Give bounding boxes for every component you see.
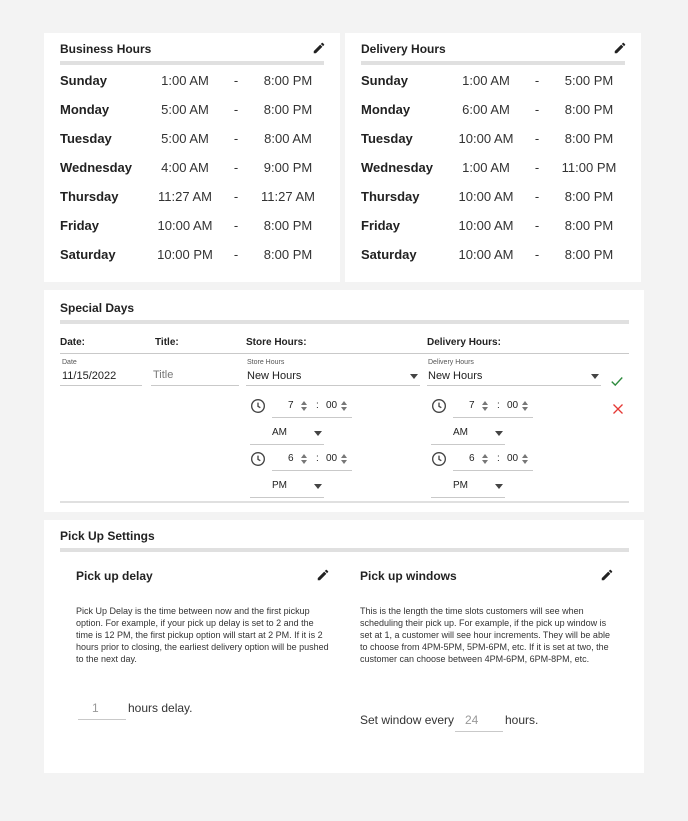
time-separator: -	[534, 73, 540, 88]
open-time: 10:00 AM	[458, 189, 514, 204]
business-hours-divider	[60, 61, 324, 65]
time-separator: -	[534, 160, 540, 175]
ampm-select-underline	[431, 444, 505, 445]
delivery-hours-select[interactable]	[427, 358, 601, 386]
hour-value[interactable]: 7	[288, 400, 294, 411]
day-label: Friday	[60, 218, 100, 233]
chevron-down-icon[interactable]	[495, 431, 503, 436]
delivery-hours-divider	[361, 61, 625, 65]
hour-value[interactable]: 7	[469, 400, 475, 411]
edit-pickup-windows-icon[interactable]	[600, 568, 614, 582]
ampm-select-value[interactable]: AM	[453, 427, 468, 438]
time-separator: -	[534, 102, 540, 117]
col-delivery-header: Delivery Hours:	[427, 337, 501, 348]
time-colon: :	[497, 400, 500, 411]
day-label: Friday	[361, 218, 401, 233]
close-time: 8:00 PM	[263, 73, 313, 88]
time-separator: -	[233, 160, 239, 175]
time-colon: :	[497, 453, 500, 464]
close-time: 11:00 PM	[561, 160, 617, 175]
time-input-underline	[453, 417, 533, 418]
hours-row	[44, 131, 340, 151]
day-label: Sunday	[60, 73, 107, 88]
delivery-close-time-picker	[431, 451, 551, 501]
day-label: Wednesday	[361, 160, 434, 175]
time-input-underline	[272, 470, 352, 471]
date-field-value: 11/15/2022	[62, 370, 117, 382]
hours-row	[44, 102, 340, 122]
time-separator: -	[233, 73, 239, 88]
open-time: 4:00 AM	[161, 160, 209, 175]
pickup-delay-title: Pick up delay	[76, 569, 153, 583]
close-time: 8:00 PM	[263, 218, 313, 233]
close-time: 5:00 PM	[564, 73, 614, 88]
hours-row	[345, 102, 641, 122]
delivery-hours-card	[345, 33, 641, 282]
clock-icon[interactable]	[250, 398, 266, 414]
open-time: 10:00 AM	[458, 247, 514, 262]
hour-stepper-icon[interactable]	[300, 400, 308, 412]
close-time: 8:00 AM	[264, 131, 312, 146]
hour-stepper-icon[interactable]	[481, 400, 489, 412]
day-label: Saturday	[361, 247, 417, 262]
day-label: Thursday	[361, 189, 420, 204]
minute-value[interactable]: 00	[326, 453, 338, 464]
time-separator: -	[534, 247, 540, 262]
time-input-underline	[453, 470, 533, 471]
open-time: 1:00 AM	[462, 160, 510, 175]
edit-pickup-delay-icon[interactable]	[316, 568, 330, 582]
pickup-settings-title: Pick Up Settings	[60, 529, 155, 543]
pickup-delay-value: 1	[92, 701, 99, 715]
open-time: 1:00 AM	[161, 73, 209, 88]
pickup-windows-suffix: hours.	[505, 713, 539, 727]
hour-value[interactable]: 6	[469, 453, 475, 464]
col-store-header: Store Hours:	[246, 337, 307, 348]
day-label: Thursday	[60, 189, 119, 204]
chevron-down-icon[interactable]	[314, 431, 322, 436]
minute-stepper-icon[interactable]	[340, 400, 348, 412]
close-time: 8:00 PM	[263, 102, 313, 117]
time-colon: :	[316, 453, 319, 464]
edit-delivery-hours-icon[interactable]	[613, 41, 627, 55]
pickup-windows-input[interactable]	[455, 710, 503, 732]
ampm-select-value[interactable]: PM	[272, 480, 287, 491]
hours-row	[44, 247, 340, 267]
day-label: Wednesday	[60, 160, 133, 175]
time-separator: -	[233, 189, 239, 204]
time-separator: -	[233, 218, 239, 233]
pickup-windows-underline	[455, 731, 503, 732]
ampm-select-underline	[250, 497, 324, 498]
time-separator: -	[233, 247, 239, 262]
ampm-select-underline	[431, 497, 505, 498]
store-hours-select-label: Store Hours	[247, 359, 285, 366]
time-separator: -	[534, 218, 540, 233]
open-time: 11:27 AM	[158, 189, 212, 204]
special-days-title: Special Days	[60, 301, 135, 315]
open-time: 5:00 AM	[161, 131, 209, 146]
hours-row	[44, 160, 340, 180]
close-time: 9:00 PM	[263, 160, 313, 175]
hours-row	[345, 247, 641, 267]
clock-icon[interactable]	[431, 451, 447, 467]
minute-stepper-icon[interactable]	[521, 453, 529, 465]
time-input-underline	[272, 417, 352, 418]
close-time: 8:00 PM	[564, 247, 614, 262]
business-hours-card	[44, 33, 340, 282]
pickup-windows-value: 24	[465, 713, 479, 727]
time-separator: -	[534, 131, 540, 146]
pickup-settings-card	[44, 520, 644, 773]
ampm-select-value[interactable]: AM	[272, 427, 287, 438]
time-separator: -	[233, 131, 239, 146]
edit-business-hours-icon[interactable]	[312, 41, 326, 55]
chevron-down-icon[interactable]	[495, 484, 503, 489]
open-time: 10:00 AM	[458, 131, 514, 146]
open-time: 10:00 AM	[458, 218, 514, 233]
ampm-select-underline	[250, 444, 324, 445]
hours-row	[345, 160, 641, 180]
pickup-windows-title: Pick up windows	[360, 569, 457, 583]
day-label: Tuesday	[361, 131, 413, 146]
day-label: Tuesday	[60, 131, 112, 146]
minute-value[interactable]: 00	[507, 400, 519, 411]
store-close-time-picker	[250, 451, 370, 501]
hours-row	[345, 73, 641, 93]
hour-value[interactable]: 6	[288, 453, 294, 464]
pickup-delay-suffix: hours delay.	[128, 701, 193, 715]
clock-icon[interactable]	[431, 398, 447, 414]
date-field[interactable]	[60, 358, 142, 386]
special-days-bottom-divider	[60, 501, 629, 503]
chevron-down-icon	[591, 374, 599, 379]
date-field-underline	[60, 385, 142, 386]
col-title-header: Title:	[155, 337, 179, 348]
title-field-placeholder: Title	[153, 369, 174, 381]
ampm-select-value[interactable]: PM	[453, 480, 468, 491]
hours-row	[345, 131, 641, 151]
delivery-open-time-picker	[431, 398, 551, 448]
store-hours-select[interactable]	[246, 358, 420, 386]
delivery-hours-select-label: Delivery Hours	[428, 359, 474, 366]
store-hours-select-value: New Hours	[247, 370, 302, 382]
delivery-hours-select-underline	[427, 385, 601, 386]
minute-value[interactable]: 00	[326, 400, 338, 411]
delivery-hours-title: Delivery Hours	[361, 42, 446, 56]
close-time: 8:00 PM	[263, 247, 313, 262]
chevron-down-icon[interactable]	[314, 484, 322, 489]
business-hours-title: Business Hours	[60, 42, 152, 56]
store-hours-select-underline	[246, 385, 420, 386]
open-time: 10:00 PM	[157, 247, 213, 262]
time-separator: -	[534, 189, 540, 204]
open-time: 1:00 AM	[462, 73, 510, 88]
close-time: 11:27 AM	[261, 189, 315, 204]
clock-icon[interactable]	[250, 451, 266, 467]
day-label: Sunday	[361, 73, 408, 88]
hours-row	[345, 218, 641, 238]
time-separator: -	[233, 102, 239, 117]
cancel-x-icon[interactable]	[612, 403, 624, 415]
col-date-header: Date:	[60, 337, 86, 348]
open-time: 10:00 AM	[157, 218, 213, 233]
store-open-time-picker	[250, 398, 370, 448]
minute-value[interactable]: 00	[507, 453, 519, 464]
hours-row	[44, 218, 340, 238]
header-divider	[60, 353, 629, 354]
close-time: 8:00 PM	[564, 102, 614, 117]
close-time: 8:00 PM	[564, 131, 614, 146]
hour-stepper-icon[interactable]	[481, 453, 489, 465]
save-check-icon[interactable]	[610, 374, 624, 388]
open-time: 6:00 AM	[462, 102, 510, 117]
pickup-settings-divider	[60, 548, 629, 552]
minute-stepper-icon[interactable]	[521, 400, 529, 412]
pickup-delay-input[interactable]	[78, 698, 126, 720]
chevron-down-icon	[410, 374, 418, 379]
day-label: Monday	[60, 102, 110, 117]
pickup-delay-description: Pick Up Delay is the time between now and the first pickup option. For example, if your pick up delay is set to 2 and the time is 12 PM, the first pickup option will start at 2 PM. If it is 2 hours prior to closing, the earliest delivery option will be pushed to the next day.	[76, 606, 329, 664]
special-days-divider	[60, 320, 629, 324]
close-time: 8:00 PM	[564, 218, 614, 233]
pickup-delay-underline	[78, 719, 126, 720]
title-field-underline	[151, 385, 239, 386]
time-colon: :	[316, 400, 319, 411]
day-label: Monday	[361, 102, 411, 117]
hour-stepper-icon[interactable]	[300, 453, 308, 465]
hours-row	[44, 189, 340, 209]
pickup-windows-description: This is the length the time slots customers will see when scheduling their pick up. For example, if the pick up window is set at 1, a customer will see hour increments. They will be able to choose from 4PM-5PM, 5PM-6PM, etc. If it is set at two, the customer can choose between 4PM-6PM, 6PM-8PM, etc.	[360, 606, 610, 664]
pickup-windows-prefix: Set window every	[360, 713, 455, 727]
day-label: Saturday	[60, 247, 116, 262]
open-time: 5:00 AM	[161, 102, 209, 117]
close-time: 8:00 PM	[564, 189, 614, 204]
delivery-hours-select-value: New Hours	[428, 370, 483, 382]
minute-stepper-icon[interactable]	[340, 453, 348, 465]
special-days-card	[44, 290, 644, 512]
title-field[interactable]	[151, 358, 239, 386]
date-field-label: Date	[62, 359, 77, 366]
hours-row	[44, 73, 340, 93]
hours-row	[345, 189, 641, 209]
